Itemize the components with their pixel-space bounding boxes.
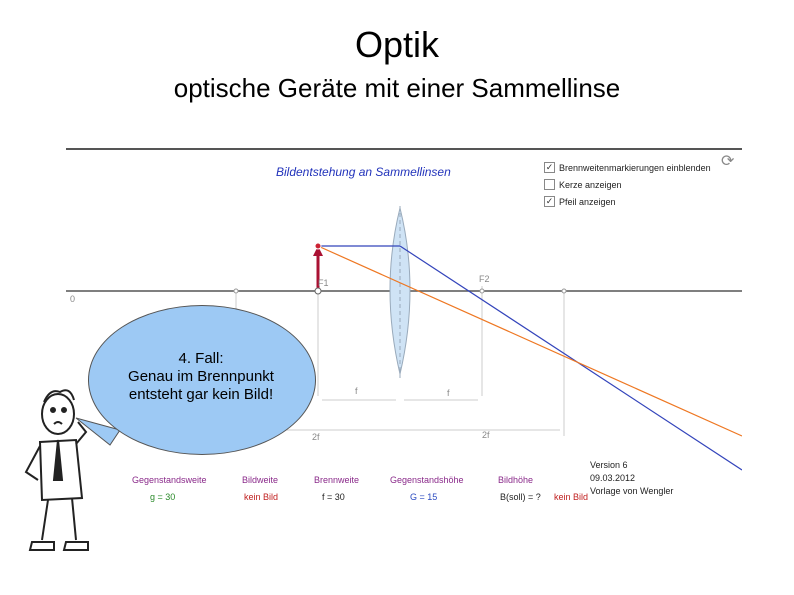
axis-zero-label: 0 xyxy=(70,294,76,304)
option-arrow-label: Pfeil anzeigen xyxy=(559,196,616,207)
object-height-value[interactable]: G = 15 xyxy=(410,492,438,502)
object-distance-value[interactable]: g = 30 xyxy=(150,492,176,502)
2f-right-label: 2f xyxy=(482,430,490,440)
f2-label: F2 xyxy=(479,274,490,284)
focal-length-label: Brennweite xyxy=(314,475,360,485)
slide-title: Optik xyxy=(354,24,440,65)
f1-label: F1 xyxy=(318,278,329,288)
image-height-label: Bildhöhe xyxy=(498,475,534,485)
version-line-3: Vorlage von Wengler xyxy=(590,486,674,496)
callout-line-3: entsteht gar kein Bild! xyxy=(128,386,274,403)
image-distance-label: Bildweite xyxy=(242,475,279,485)
checkbox-focal-marks[interactable]: ✓ xyxy=(545,162,554,172)
image-height-result: kein Bild xyxy=(554,492,589,502)
callout-line-1: 4. Fall: xyxy=(178,350,224,367)
slide-subtitle: optische Geräte mit einer Sammellinse xyxy=(173,73,621,103)
simulation-title: Bildentstehung an Sammellinsen xyxy=(276,165,451,179)
option-candle-label: Kerze anzeigen xyxy=(559,179,622,190)
checkbox-arrow[interactable]: ✓ xyxy=(545,196,554,206)
version-line-1: Version 6 xyxy=(590,460,628,470)
cartoon-figure xyxy=(20,380,110,570)
speech-bubble-text xyxy=(88,350,314,404)
option-focal-marks-label: Brennweitenmarkierungen einblenden xyxy=(559,162,711,173)
f-right-label: f xyxy=(447,388,450,398)
2f-left-label: 2f xyxy=(312,432,320,442)
image-distance-value: kein Bild xyxy=(244,492,279,502)
callout-line-2: Genau im Brennpunkt xyxy=(128,368,274,385)
refresh-icon[interactable]: ⟳ xyxy=(721,153,735,170)
f-left-label: f xyxy=(355,386,358,396)
image-height-value: B(soll) = ? xyxy=(500,492,541,502)
version-line-2: 09.03.2012 xyxy=(590,473,636,483)
focal-length-value[interactable]: f = 30 xyxy=(322,492,345,502)
object-distance-label: Gegenstandsweite xyxy=(132,475,207,485)
object-height-label: Gegenstandshöhe xyxy=(390,475,464,485)
